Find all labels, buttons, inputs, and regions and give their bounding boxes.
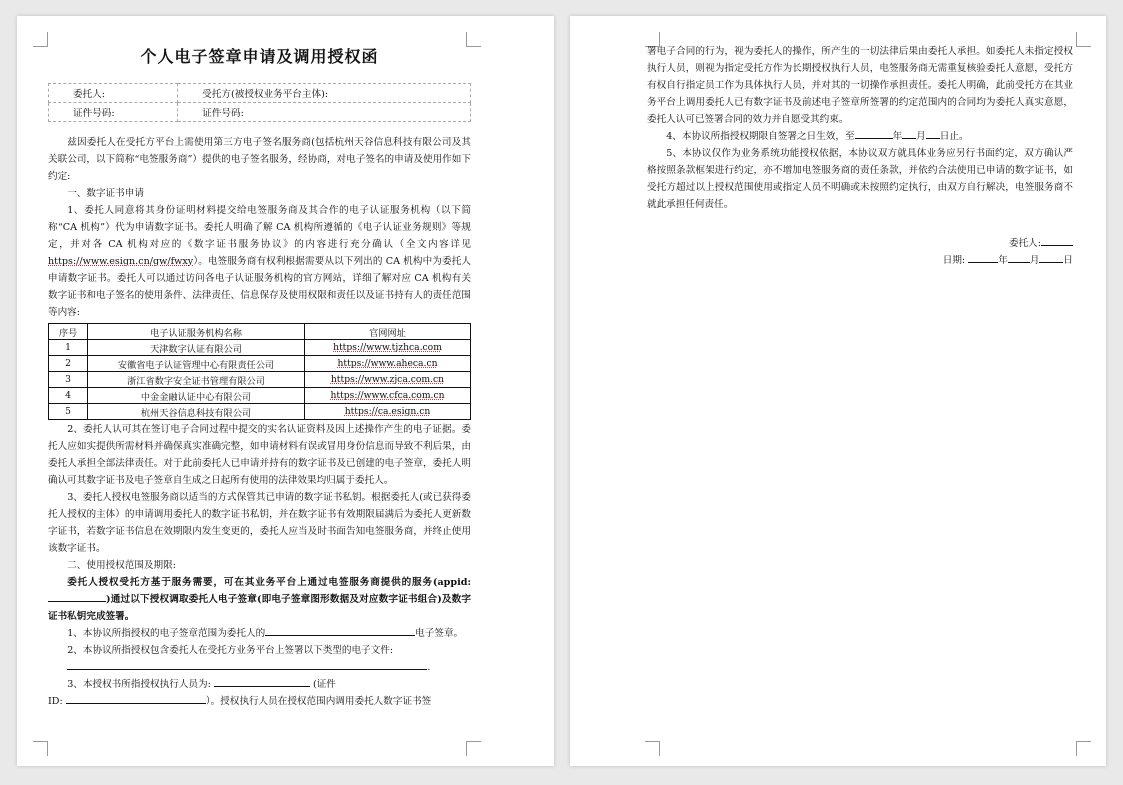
client-id-label: 证件号码: (49, 103, 178, 122)
page-corner-mark (645, 741, 660, 756)
document-page-1 (17, 16, 554, 766)
ca-row-url[interactable]: https://www.zjca.com.cn (305, 372, 471, 388)
ca-row-no: 3 (49, 372, 88, 388)
ca-header-no: 序号 (49, 324, 88, 340)
page-corner-mark (466, 741, 481, 756)
ca-row-url[interactable]: https://ca.esign.cn (305, 404, 471, 420)
file-type-line: . (48, 659, 471, 676)
ca-header-url: 官网网址 (305, 324, 471, 340)
signer-blank[interactable] (1041, 235, 1073, 246)
ca-header-name: 电子认证服务机构名称 (88, 324, 305, 340)
signature-scope-tail: 电子签章。 (415, 628, 464, 639)
page-corner-mark (1076, 32, 1091, 47)
id-prefix: ID: (48, 696, 63, 707)
section-2-authorization-statement (48, 574, 471, 625)
section-2-paragraph-3 (48, 676, 471, 693)
section-1-paragraph-3: 3、委托人授权电签服务商以适当的方式保管其已申请的数字证书私钥。根据委托人(或已获得委托人授权的主体）的申请调用委托人的数字证书私钥，并在数字证书有效期限届满后为委托人更新数字证书，若数字证书信息在效期限内发生变更的，委托人应当及时书面告知电签服务商，并终止使用该数字证书。 (48, 492, 471, 554)
page-2-body[interactable] (647, 43, 1073, 269)
date-month-blank[interactable] (1008, 252, 1030, 263)
intro-paragraph: 兹因委托人在受托方平台上需使用第三方电子签名服务商(包括杭州天谷信息科技有限公司及其关联公司，以下简称“电签服务商”）提供的电子签名服务，经协商，对电子签名的申请及使用作如下约定: (48, 137, 471, 182)
date-month-label: 月 (1029, 255, 1040, 266)
term-year-blank[interactable] (855, 128, 893, 139)
table-row (49, 372, 471, 388)
ca-row-name: 安徽省电子认证管理中心有限责任公司 (88, 356, 305, 372)
term-month-blank[interactable] (902, 128, 916, 139)
client-label: 委托人: (49, 84, 178, 103)
date-day-blank[interactable] (1039, 252, 1063, 263)
signature-scope-blank[interactable] (265, 625, 415, 636)
ca-row-url[interactable]: https://www.tjzhca.com (305, 340, 471, 356)
section-1-p1-text: 1、委托人同意将其身份证明材料提交给电签服务商及其合作的电子认证服务机构（以下简称“CA 机构”）代为申请数字证书。委托人明确了解 CA 机构所遵循的《电子认证业务规则》等规定，并对各 CA 机构对应的《数字证书服务协议》的内容进行充分确认（全文内容详见 (48, 205, 471, 250)
basis-paragraph: 5、本协议仅作为业务系统功能授权依据，本协议双方就具体业务应另行书面约定，双方确认严格按照条款框架进行约定，亦不增加电签服务商的责任条款，并依约合法使用已申请的数字证书，如受托方超过以上授权范围使用或指定人员不明确或未按照约定执行，由双方自行解决，电签服务商不就此承担任何责任。 (647, 148, 1073, 210)
table-row (49, 356, 471, 372)
ca-row-url[interactable]: https://www.cfca.com.cn (305, 388, 471, 404)
ca-row-no: 1 (49, 340, 88, 356)
ca-row-no: 4 (49, 388, 88, 404)
ca-row-name: 中金金融认证中心有限公司 (88, 388, 305, 404)
date-year-label: 年 (998, 255, 1008, 266)
table-row (49, 404, 471, 420)
service-agreement-link[interactable]: https://www.esign.cn/gw/fwxy (48, 256, 194, 267)
party-info-table (48, 83, 471, 122)
section-1-paragraph-2: 2、委托人认可其在签订电子合同过程中提交的实名认证资料及因上述操作产生的电子证据。委托人应如实提供所需材料并确保真实准确完整，如申请材料有误或冒用身份信息而导致不利后果，由委托人承担全部法律责任。对于此前委托人已申请并持有的数字证书及已创建的电子签章，委托人明确认可其数字证书及电子签章自生成之日起所有使用的法律效果均归属于委托人。 (48, 424, 471, 486)
ca-institution-table (48, 323, 471, 420)
term-year-label: 年 (892, 131, 903, 142)
appid-blank[interactable] (48, 591, 106, 602)
ca-row-no: 2 (49, 356, 88, 372)
executor-id-label: (证件 (312, 679, 336, 690)
authorization-text-2: )通过以下授权调取委托人电子签章(即电子签章图形数据及对应数字证书组合)及数字证书私钥完成签署。 (48, 594, 471, 622)
date-line (647, 252, 1073, 269)
term-month-label: 月 (916, 131, 926, 142)
ca-row-name: 杭州天谷信息科技有限公司 (88, 404, 305, 420)
ca-table-header-row (49, 324, 471, 340)
section-1-paragraph-1 (48, 202, 471, 321)
term-paragraph (647, 128, 1073, 145)
section-1-heading: 一、数字证书申请 (67, 188, 144, 199)
appid-label: (appid: (432, 577, 471, 588)
page-1-body[interactable] (48, 42, 471, 710)
term-day-label: 日止。 (939, 131, 969, 142)
table-row (49, 340, 471, 356)
trustee-id-label: 证件号码: (178, 103, 471, 122)
ca-row-no: 5 (49, 404, 88, 420)
page-corner-mark (33, 32, 48, 47)
ca-row-name: 浙江省数字安全证书管理有限公司 (88, 372, 305, 388)
executor-id-blank[interactable] (66, 693, 206, 704)
executor-text: 3、本授权书所指授权执行人员为: (67, 679, 211, 690)
document-title: 个人电子签章申请及调用授权函 (140, 47, 379, 66)
term-day-blank[interactable] (926, 128, 940, 139)
signer-line (647, 235, 1073, 252)
signature-scope-text: 1、本协议所指授权的电子签章范围为委托人的 (67, 628, 266, 639)
page-corner-mark (33, 741, 48, 756)
document-page-2 (570, 16, 1106, 766)
date-day-label: 日 (1063, 255, 1073, 266)
section-1-p1-tail: ）。电签服务商有权利根据需要从以下列出的 CA 机构中为委托人申请数字证书。委托人可以通过访问各电子认证服务机构的官方网站，详细了解对应 CA 机构有关数字证书和电子签名的使用条件、法律责任、信息保存及使用权限和责任以及证书持有人的责任范围等内容: (48, 256, 471, 318)
signer-label: 委托人: (1008, 238, 1041, 249)
ca-row-name: 天津数字认证有限公司 (88, 340, 305, 356)
executor-name-blank[interactable] (214, 676, 310, 687)
section-2-paragraph-1 (48, 625, 471, 642)
continued-paragraph: 署电子合同的行为，视为委托人的操作，所产生的一切法律后果由委托人承担。如委托人未指定授权执行人员，则视为指定受托方作为长期授权执行人员，电签服务商无需重复核验委托人意愿，受托方有权自行指定员工作为具体执行人员，并对其的一切操作承担责任。委托人明确，此前受托方在其业务平台上调用委托人已有数字证书及前述电子签章所签署的约定范围内的合同均为委托人真实意愿，委托人认可已签署合同的效力并自愿受其约束。 (647, 46, 1073, 125)
table-row (49, 388, 471, 404)
term-text: 4、本协议所指授权期限自签署之日生效，至 (666, 131, 855, 142)
signature-block (647, 235, 1073, 269)
date-label: 日期: (942, 255, 966, 266)
section-2-paragraph-2: 2、本协议所指授权包含委托人在受托方业务平台上签署以下类型的电子文件: (67, 645, 394, 656)
date-year-blank[interactable] (968, 252, 998, 263)
executor-tail-text: ）。授权执行人员在授权范围内调用委托人数字证书签 (205, 696, 432, 707)
trustee-label: 受托方(被授权业务平台主体): (178, 84, 471, 103)
authorization-text-1: 委托人授权受托方基于服务需要，可在其业务平台上通过电签服务商提供的服务 (67, 577, 433, 588)
page-corner-mark (1076, 741, 1091, 756)
section-2-heading: 二、使用授权范围及期限: (67, 560, 176, 571)
ca-row-url[interactable]: https://www.aheca.cn (305, 356, 471, 372)
executor-id-line (48, 693, 471, 710)
file-type-blank[interactable] (67, 659, 427, 670)
